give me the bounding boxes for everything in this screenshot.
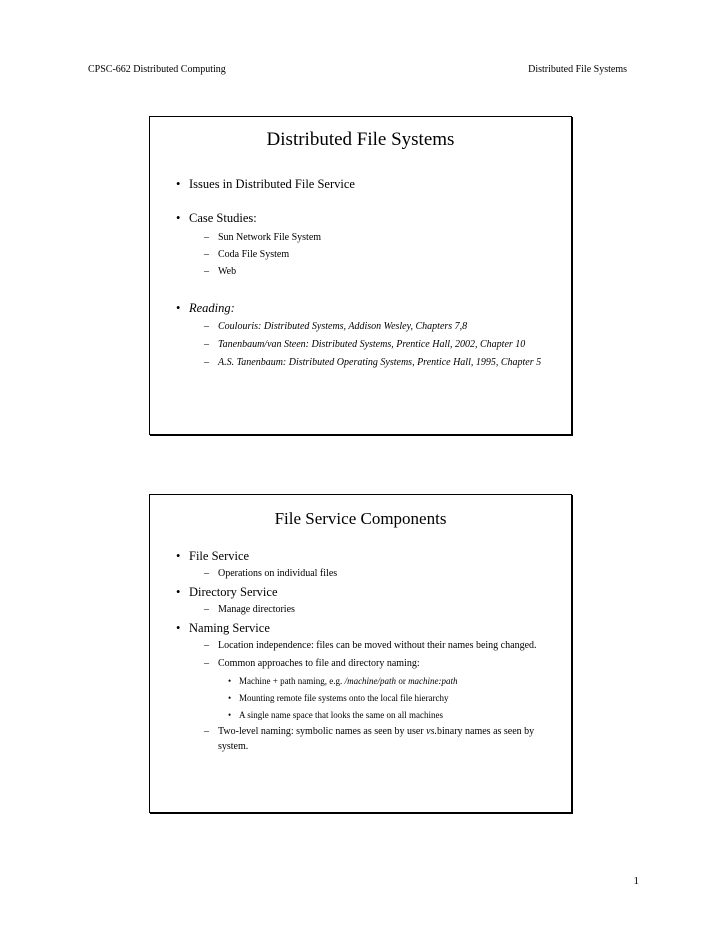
bullet-issues: • Issues in Distributed File Service xyxy=(176,177,355,191)
slide-distributed-file-systems xyxy=(149,116,572,435)
slide-bullet-list xyxy=(150,177,571,370)
bullet-reading: • Reading: xyxy=(176,301,235,315)
slide-file-service-components xyxy=(149,494,572,813)
page-number: 1 xyxy=(633,875,639,887)
header-course-title: CPSC-662 Distributed Computing xyxy=(88,64,226,75)
slide-title: Distributed File Systems xyxy=(266,129,455,150)
sub-bullet-reading: – A.S. Tanenbaum: Distributed Operating Systems, Prentice Hall, 1995, Chapter 5 xyxy=(204,357,542,368)
sub-bullet-two-level-naming: – Two-level naming: symbolic names as seen by user vs.binary names as seen by system. xyxy=(204,726,535,752)
bullet-directory-service: • Directory Service xyxy=(176,585,278,599)
sub-bullet-reading: – Coulouris: Distributed Systems, Addison Wesley, Chapters 7,8 xyxy=(204,321,468,332)
sub-bullet-common-approaches: – Common approaches to file and directory naming: xyxy=(204,658,420,669)
slide-title: File Service Components xyxy=(274,509,447,528)
bullet-naming-service: • Naming Service xyxy=(176,621,270,635)
sub-bullet: – Manage directories xyxy=(204,604,295,615)
sub-bullet-reading: – Tanenbaum/van Steen: Distributed Systems, Prentice Hall, 2002, Chapter 10 xyxy=(204,339,526,350)
sub-bullet: – Operations on individual files xyxy=(204,568,338,579)
bullet-file-service: • File Service xyxy=(176,549,250,563)
sub-bullet-location-independence: – Location independence: files can be moved without their names being changed. xyxy=(204,640,537,651)
sub-bullet-case-study: – Web xyxy=(204,266,237,277)
sub-sub-bullet-approach: • Mounting remote file systems onto the local file hierarchy xyxy=(228,693,449,703)
slide-bullet-list xyxy=(150,549,571,754)
sub-bullet-case-study: – Coda File System xyxy=(204,249,290,260)
bullet-case-studies: • Case Studies: xyxy=(176,211,257,225)
sub-bullet-case-study: – Sun Network File System xyxy=(204,232,322,243)
sub-sub-bullet-approach: • A single name space that looks the same on all machines xyxy=(228,710,443,720)
sub-sub-bullet-approach: • Machine + path naming, e.g. /machine/path or machine:path xyxy=(228,676,458,686)
header-topic: Distributed File Systems xyxy=(528,64,627,75)
